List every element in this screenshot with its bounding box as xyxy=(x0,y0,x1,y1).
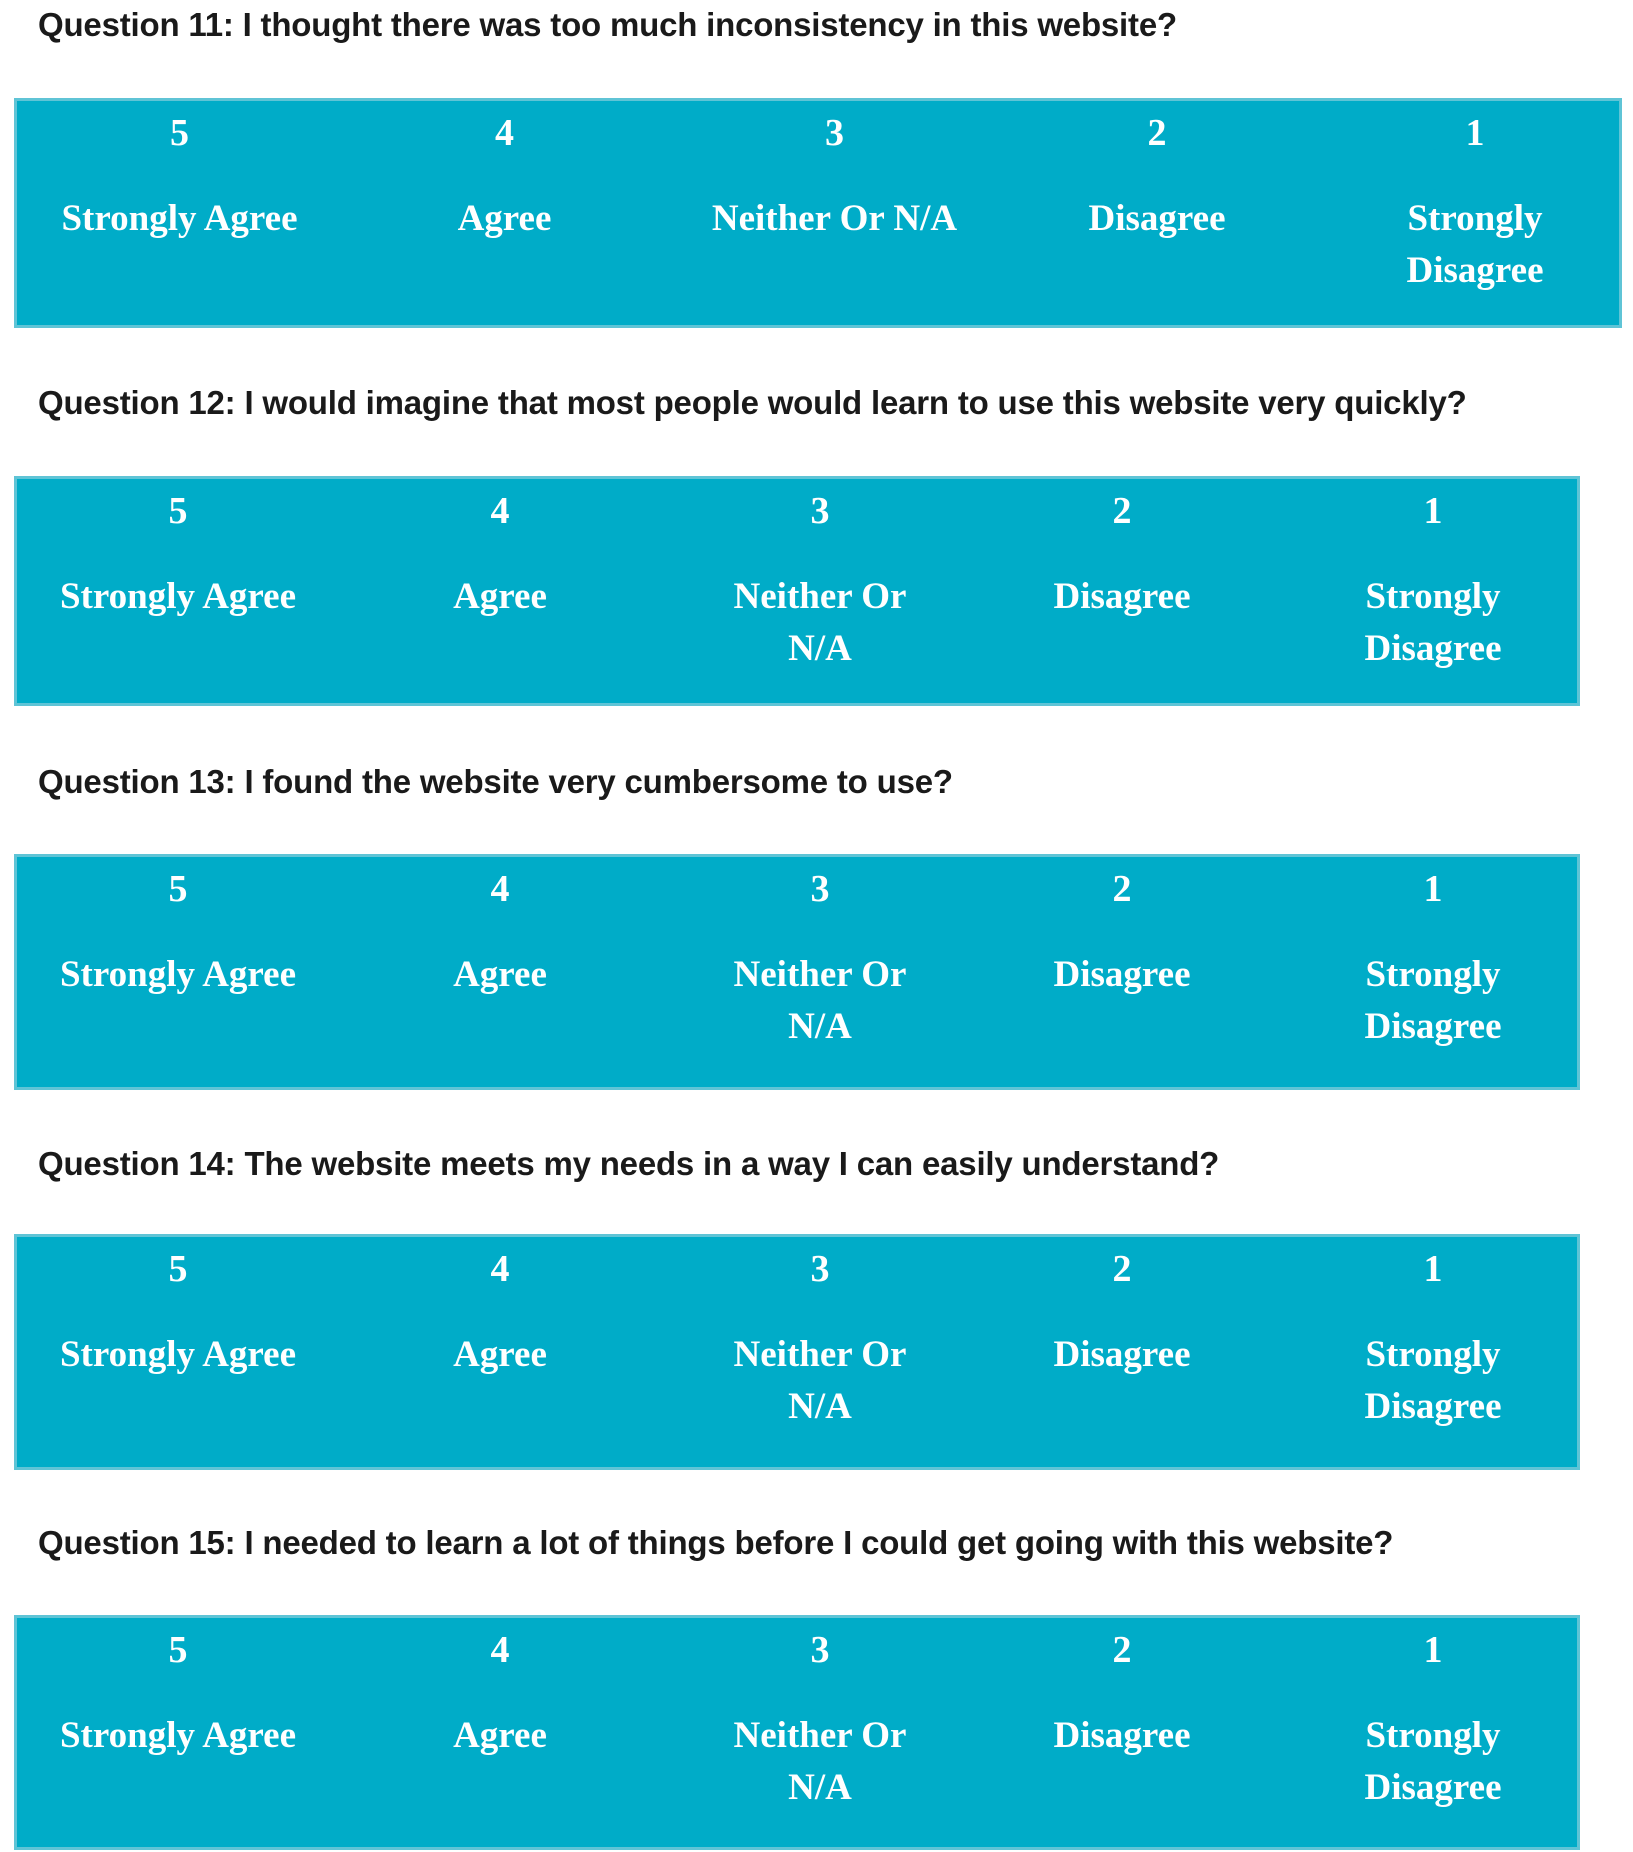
option-value: 4 xyxy=(490,1629,510,1671)
rating-scale-q11 xyxy=(14,98,1622,328)
question-14-text: Question 14: The website meets my needs in a way I can easily understand? xyxy=(38,1145,1220,1182)
option-label: Disagree xyxy=(1053,1334,1191,1375)
option-2-disagree[interactable] xyxy=(1007,101,1307,325)
option-value: 3 xyxy=(810,1248,830,1290)
option-label: Strongly Agree xyxy=(59,1715,297,1756)
option-label: Strongly Disagree xyxy=(1364,954,1502,1047)
option-value: 2 xyxy=(1112,1629,1132,1671)
option-value: 1 xyxy=(1423,490,1443,532)
option-3-neither[interactable] xyxy=(702,479,938,703)
question-15-text: Question 15: I needed to learn a lot of things before I could get going with this website? xyxy=(38,1524,1394,1561)
option-value: 5 xyxy=(168,1248,188,1290)
option-label: Strongly Agree xyxy=(59,1334,297,1375)
question-13-text: Question 13: I found the website very cumbersome to use? xyxy=(38,763,953,800)
option-label: Agree xyxy=(453,1715,547,1756)
rating-scale-q12 xyxy=(14,476,1580,706)
option-label: Strongly Disagree xyxy=(1364,1715,1502,1808)
option-4-agree[interactable] xyxy=(337,1237,663,1467)
option-5-strongly-agree[interactable] xyxy=(17,1618,339,1847)
option-5-strongly-agree[interactable] xyxy=(17,1237,339,1467)
rating-scale-q15 xyxy=(14,1615,1580,1850)
rating-scale-q14 xyxy=(14,1234,1580,1470)
option-label: Agree xyxy=(453,954,547,995)
option-1-strongly-disagree[interactable] xyxy=(1333,1618,1533,1847)
option-2-disagree[interactable] xyxy=(977,1237,1267,1467)
option-label: Disagree xyxy=(1053,1715,1191,1756)
option-value: 5 xyxy=(168,1629,188,1671)
option-1-strongly-disagree[interactable] xyxy=(1333,479,1533,703)
option-value: 4 xyxy=(495,112,514,154)
option-4-agree[interactable] xyxy=(337,479,663,703)
option-label: Strongly Agree xyxy=(59,576,297,617)
option-label: Neither Or N/A xyxy=(733,1334,907,1427)
option-value: 1 xyxy=(1423,868,1443,910)
option-label: Agree xyxy=(453,1334,547,1375)
option-5-strongly-agree[interactable] xyxy=(17,857,339,1087)
option-label: Strongly Disagree xyxy=(1406,198,1544,291)
question-11-text: Question 11: I thought there was too much inconsistency in this website? xyxy=(38,6,1177,43)
option-3-neither[interactable] xyxy=(702,1237,938,1467)
option-4-agree[interactable] xyxy=(337,857,663,1087)
rating-scale-q13 xyxy=(14,854,1580,1090)
option-3-neither[interactable] xyxy=(657,101,1012,325)
option-value: 4 xyxy=(490,1248,510,1290)
option-value: 5 xyxy=(168,868,188,910)
option-label: Strongly Agree xyxy=(61,198,298,239)
option-value: 5 xyxy=(168,490,188,532)
option-5-strongly-agree[interactable] xyxy=(17,479,339,703)
option-3-neither[interactable] xyxy=(702,1618,938,1847)
option-value: 1 xyxy=(1465,112,1485,154)
option-value: 2 xyxy=(1112,490,1132,532)
option-4-agree[interactable] xyxy=(337,1618,663,1847)
option-value: 4 xyxy=(490,868,510,910)
option-label: Neither Or N/A xyxy=(733,576,907,669)
option-4-agree[interactable] xyxy=(342,101,667,325)
option-label: Agree xyxy=(457,198,552,239)
option-1-strongly-disagree[interactable] xyxy=(1375,101,1575,325)
question-12-text: Question 12: I would imagine that most people would learn to use this website very quickly? xyxy=(38,384,1467,421)
option-value: 2 xyxy=(1147,112,1167,154)
option-label: Disagree xyxy=(1053,576,1191,617)
option-value: 2 xyxy=(1112,868,1132,910)
option-2-disagree[interactable] xyxy=(977,479,1267,703)
option-1-strongly-disagree[interactable] xyxy=(1333,1237,1533,1467)
option-label: Neither Or N/A xyxy=(733,1715,907,1808)
option-value: 3 xyxy=(810,868,830,910)
option-1-strongly-disagree[interactable] xyxy=(1333,857,1533,1087)
option-label: Strongly Agree xyxy=(59,954,297,995)
option-label: Neither Or N/A xyxy=(711,198,958,239)
option-label: Disagree xyxy=(1088,198,1226,239)
option-label: Disagree xyxy=(1053,954,1191,995)
option-value: 1 xyxy=(1423,1629,1443,1671)
option-5-strongly-agree[interactable] xyxy=(17,101,342,325)
option-3-neither[interactable] xyxy=(702,857,938,1087)
option-value: 2 xyxy=(1112,1248,1132,1290)
option-value: 4 xyxy=(490,490,510,532)
option-label: Agree xyxy=(453,576,547,617)
option-value: 3 xyxy=(810,490,830,532)
option-value: 3 xyxy=(810,1629,830,1671)
option-label: Neither Or N/A xyxy=(733,954,907,1047)
option-value: 5 xyxy=(170,112,189,154)
option-value: 3 xyxy=(825,112,844,154)
option-label: Strongly Disagree xyxy=(1364,1334,1502,1427)
option-label: Strongly Disagree xyxy=(1364,576,1502,669)
option-2-disagree[interactable] xyxy=(977,1618,1267,1847)
option-value: 1 xyxy=(1423,1248,1443,1290)
option-2-disagree[interactable] xyxy=(977,857,1267,1087)
